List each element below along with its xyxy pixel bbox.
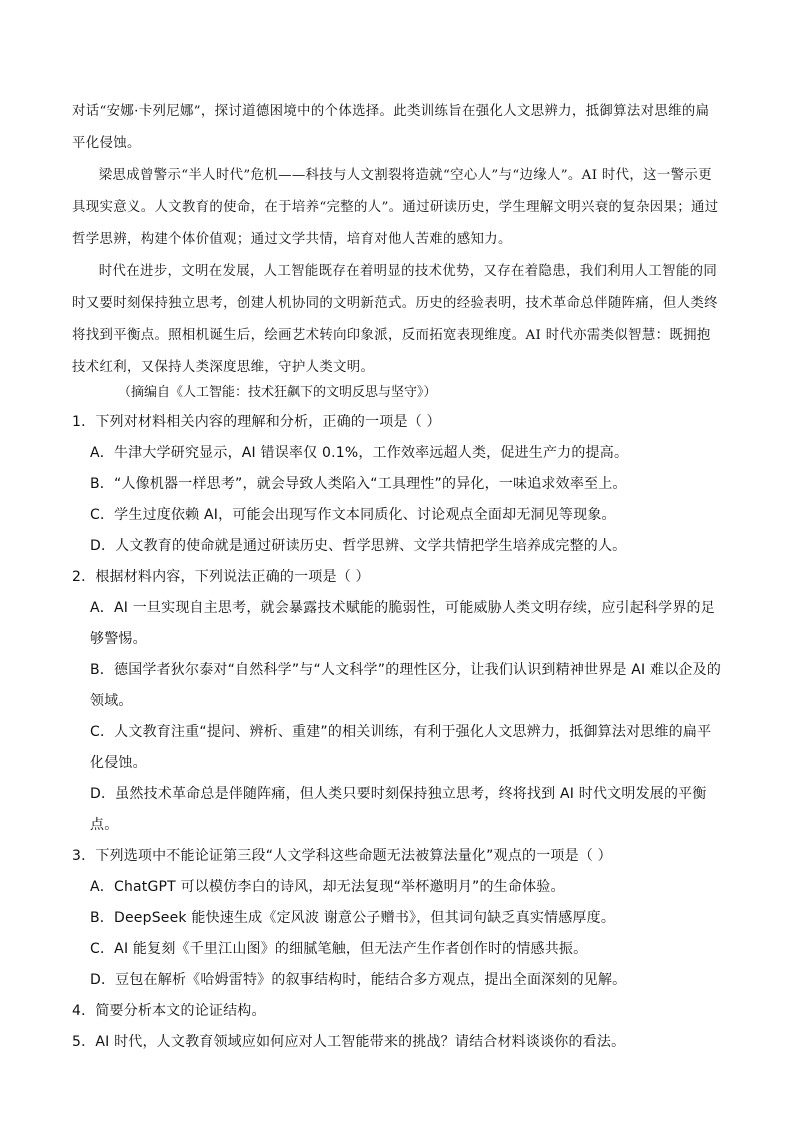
question-text: 根据材料内容，下列说法正确的一项是（ ）	[95, 569, 370, 585]
question-list	[72, 407, 722, 1058]
question-stem	[72, 407, 722, 438]
question-stem	[72, 841, 722, 872]
option-list	[72, 593, 722, 841]
question-1	[72, 407, 722, 562]
question-4	[72, 996, 722, 1027]
question-5	[72, 1027, 722, 1058]
question-stem	[72, 996, 722, 1027]
question-number: 2．	[72, 569, 96, 585]
question-number: 4．	[72, 1003, 96, 1019]
option-list	[72, 438, 722, 562]
option-b: B．德国学者狄尔泰对“自然科学”与“人文科学”的理性区分，让我们认识到精神世界是 AI 难以企及的领域。	[90, 662, 722, 709]
question-stem	[72, 1027, 722, 1058]
option-d: D．人文教育的使命就是通过研读历史、哲学思辨、文学共情把学生培养成完整的人。	[90, 538, 627, 554]
reading-passage	[72, 96, 722, 384]
question-3	[72, 841, 722, 996]
passage-paragraph: 对话“安娜·卡列尼娜”，探讨道德困境中的个体选择。此类训练旨在强化人文思辨力，抵御算法对思维的扁平化侵蚀。	[72, 104, 710, 151]
option-c: C．人文教育注重“提问、辨析、重建”的相关训练，有利于强化人文思辨力，抵御算法对思维的扁平化侵蚀。	[90, 724, 712, 771]
option-c: C．AI 能复刻《千里江山图》的细腻笔触，但无法产生作者创作时的情感共振。	[90, 941, 588, 957]
question-text: 下列对材料相关内容的理解和分析，正确的一项是（ ）	[95, 414, 441, 430]
option-c: C．学生过度依赖 AI，可能会出现写作文本同质化、讨论观点全面却无洞见等现象。	[90, 507, 616, 523]
question-2	[72, 562, 722, 841]
option-b: B．“人像机器一样思考”，就会导致人类陷入“工具理性”的异化，一味追求效率至上。	[90, 476, 627, 492]
passage-paragraph: 时代在进步，文明在发展，人工智能既存在着明显的技术优势，又存在着隐患，我们利用人工智能的同时又要时刻保持独立思考，创建人机协同的文明新范式。历史的经验表明，技术革命总伴随阵痛，但人类终将找到平衡点。照相机诞生后，绘画艺术转向印象派，反而拓宽表现维度。AI 时代亦需类似智慧：既拥抱技术红利，又保持人类深度思维，守护人类文明。	[72, 264, 718, 375]
question-text: 下列选项中不能论证第三段“人文学科这些命题无法被算法量化”观点的一项是（ ）	[95, 848, 612, 864]
passage-paragraph: 梁思成曾警示“半人时代”危机——科技与人文割裂将造就“空心人”与“边缘人”。AI 时代，这一警示更具现实意义。人文教育的使命，在于培养“完整的人”。通过研读历史，学生理解文明兴衰的复杂因果；通过哲学思辨，构建个体价值观；通过文学共情，培育对他人苦难的感知力。	[72, 168, 719, 247]
option-a: A．牛津大学研究显示，AI 错误率仅 0.1%，工作效率远超人类，促进生产力的提高。	[90, 445, 629, 461]
question-number: 1．	[72, 414, 96, 430]
question-number: 3．	[72, 848, 96, 864]
option-b: B．DeepSeek 能快速生成《定风波 谢意公子赠书》，但其词句缺乏真实情感厚度。	[90, 910, 616, 926]
question-number: 5．	[72, 1034, 96, 1050]
question-text: AI 时代，人文教育领域应如何应对人工智能带来的挑战？请结合材料谈谈你的看法。	[95, 1034, 626, 1050]
option-a: A．ChatGPT 可以模仿李白的诗风，却无法复现“举杯邀明月”的生命体验。	[90, 879, 565, 895]
option-list	[72, 872, 722, 996]
passage-source: （摘编自《人工智能：技术狂飙下的文明反思与坚守》）	[118, 385, 437, 400]
question-stem	[72, 562, 722, 593]
option-d: D．豆包在解析《哈姆雷特》的叙事结构时，能结合多方观点，提出全面深刻的见解。	[90, 972, 627, 988]
question-text: 简要分析本文的论证结构。	[95, 1003, 266, 1019]
option-d: D．虽然技术革命总是伴随阵痛，但人类只要时刻保持独立思考，终将找到 AI 时代文明发展的平衡点。	[90, 786, 707, 833]
option-a: A．AI 一旦实现自主思考，就会暴露技术赋能的脆弱性，可能威胁人类文明存续，应引起科学界的足够警惕。	[90, 600, 715, 647]
